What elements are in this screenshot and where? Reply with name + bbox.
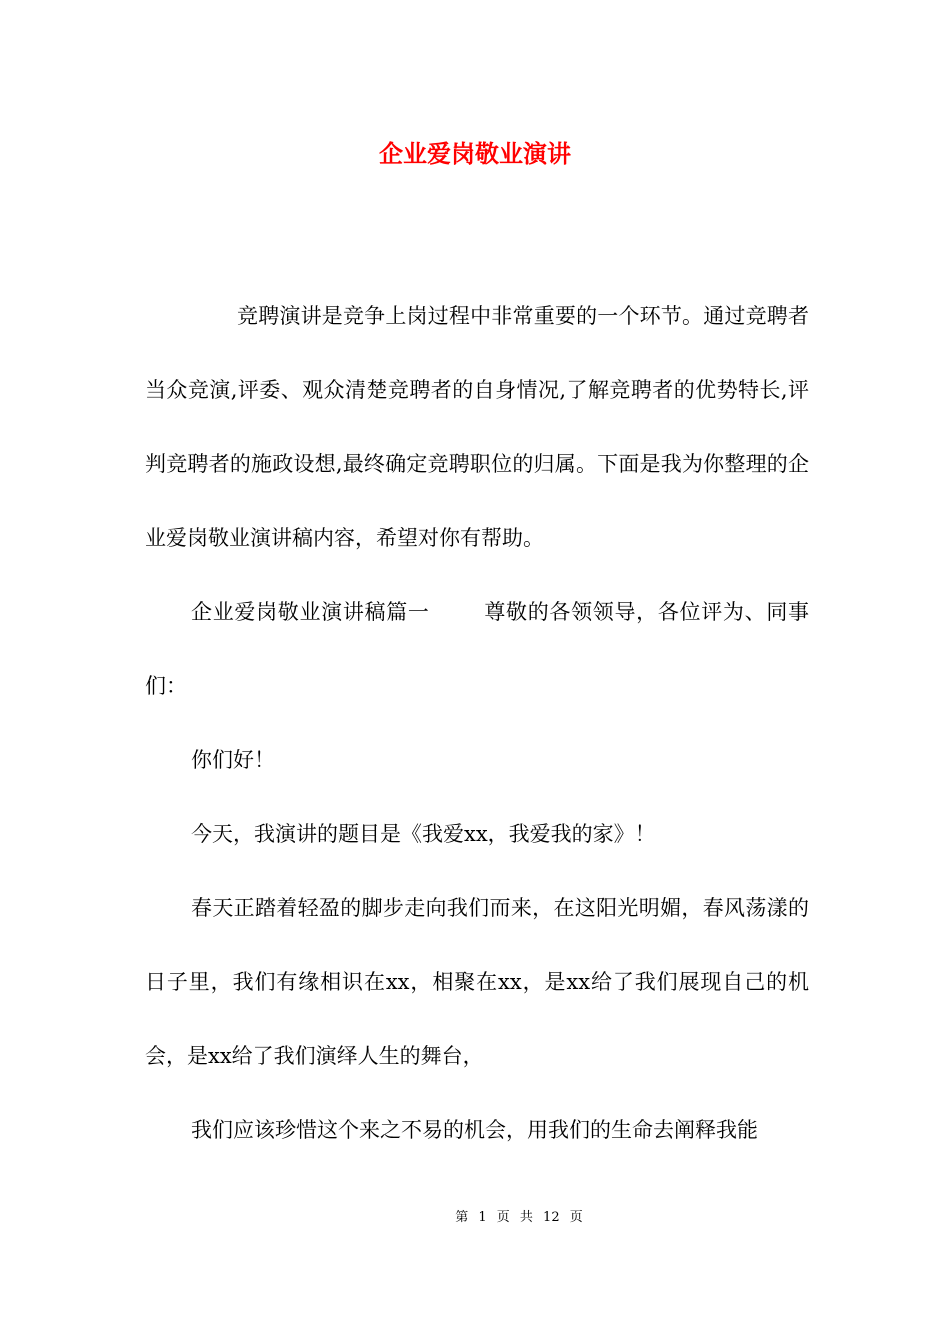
paragraph-cherish: 我们应该珍惜这个来之不易的机会，用我们的生命去阐释我能: [191, 1118, 758, 1142]
document-body: [145, 279, 809, 1167]
paragraph-spring: 春天正踏着轻盈的脚步走向我们而来，在这阳光明媚，春风荡漾的日子里，我们有缘相识在xx，相聚在xx，是xx给了我们展现自己的机会，是xx给了我们演绎人生的舞台，: [145, 896, 809, 1068]
paragraph-intro: 竞聘演讲是竞争上岗过程中非常重要的一个环节。通过竞聘者当众竞演,评委、观众清楚竞聘者的自身情况,了解竞聘者的优势特长,评判竞聘者的施政设想,最终确定竞聘职位的归属。下面是我为你整理的企业爱岗敬业演讲稿内容，希望对你有帮助。: [145, 304, 809, 550]
paragraph-hello: 你们好！: [191, 748, 275, 772]
paragraph-speech-opening: [145, 575, 809, 723]
document-title: 企业爱岗敬业演讲: [379, 139, 571, 168]
paragraph-topic: 今天，我演讲的题目是《我爱xx，我爱我的家》！: [191, 822, 656, 846]
speech-heading: 企业爱岗敬业演讲稿篇一: [191, 600, 430, 624]
greeting-text: 尊敬的各领领导，各位评为、同事们：: [145, 600, 810, 698]
page-footer: 第 1 页 共 12 页: [455, 1210, 583, 1225]
